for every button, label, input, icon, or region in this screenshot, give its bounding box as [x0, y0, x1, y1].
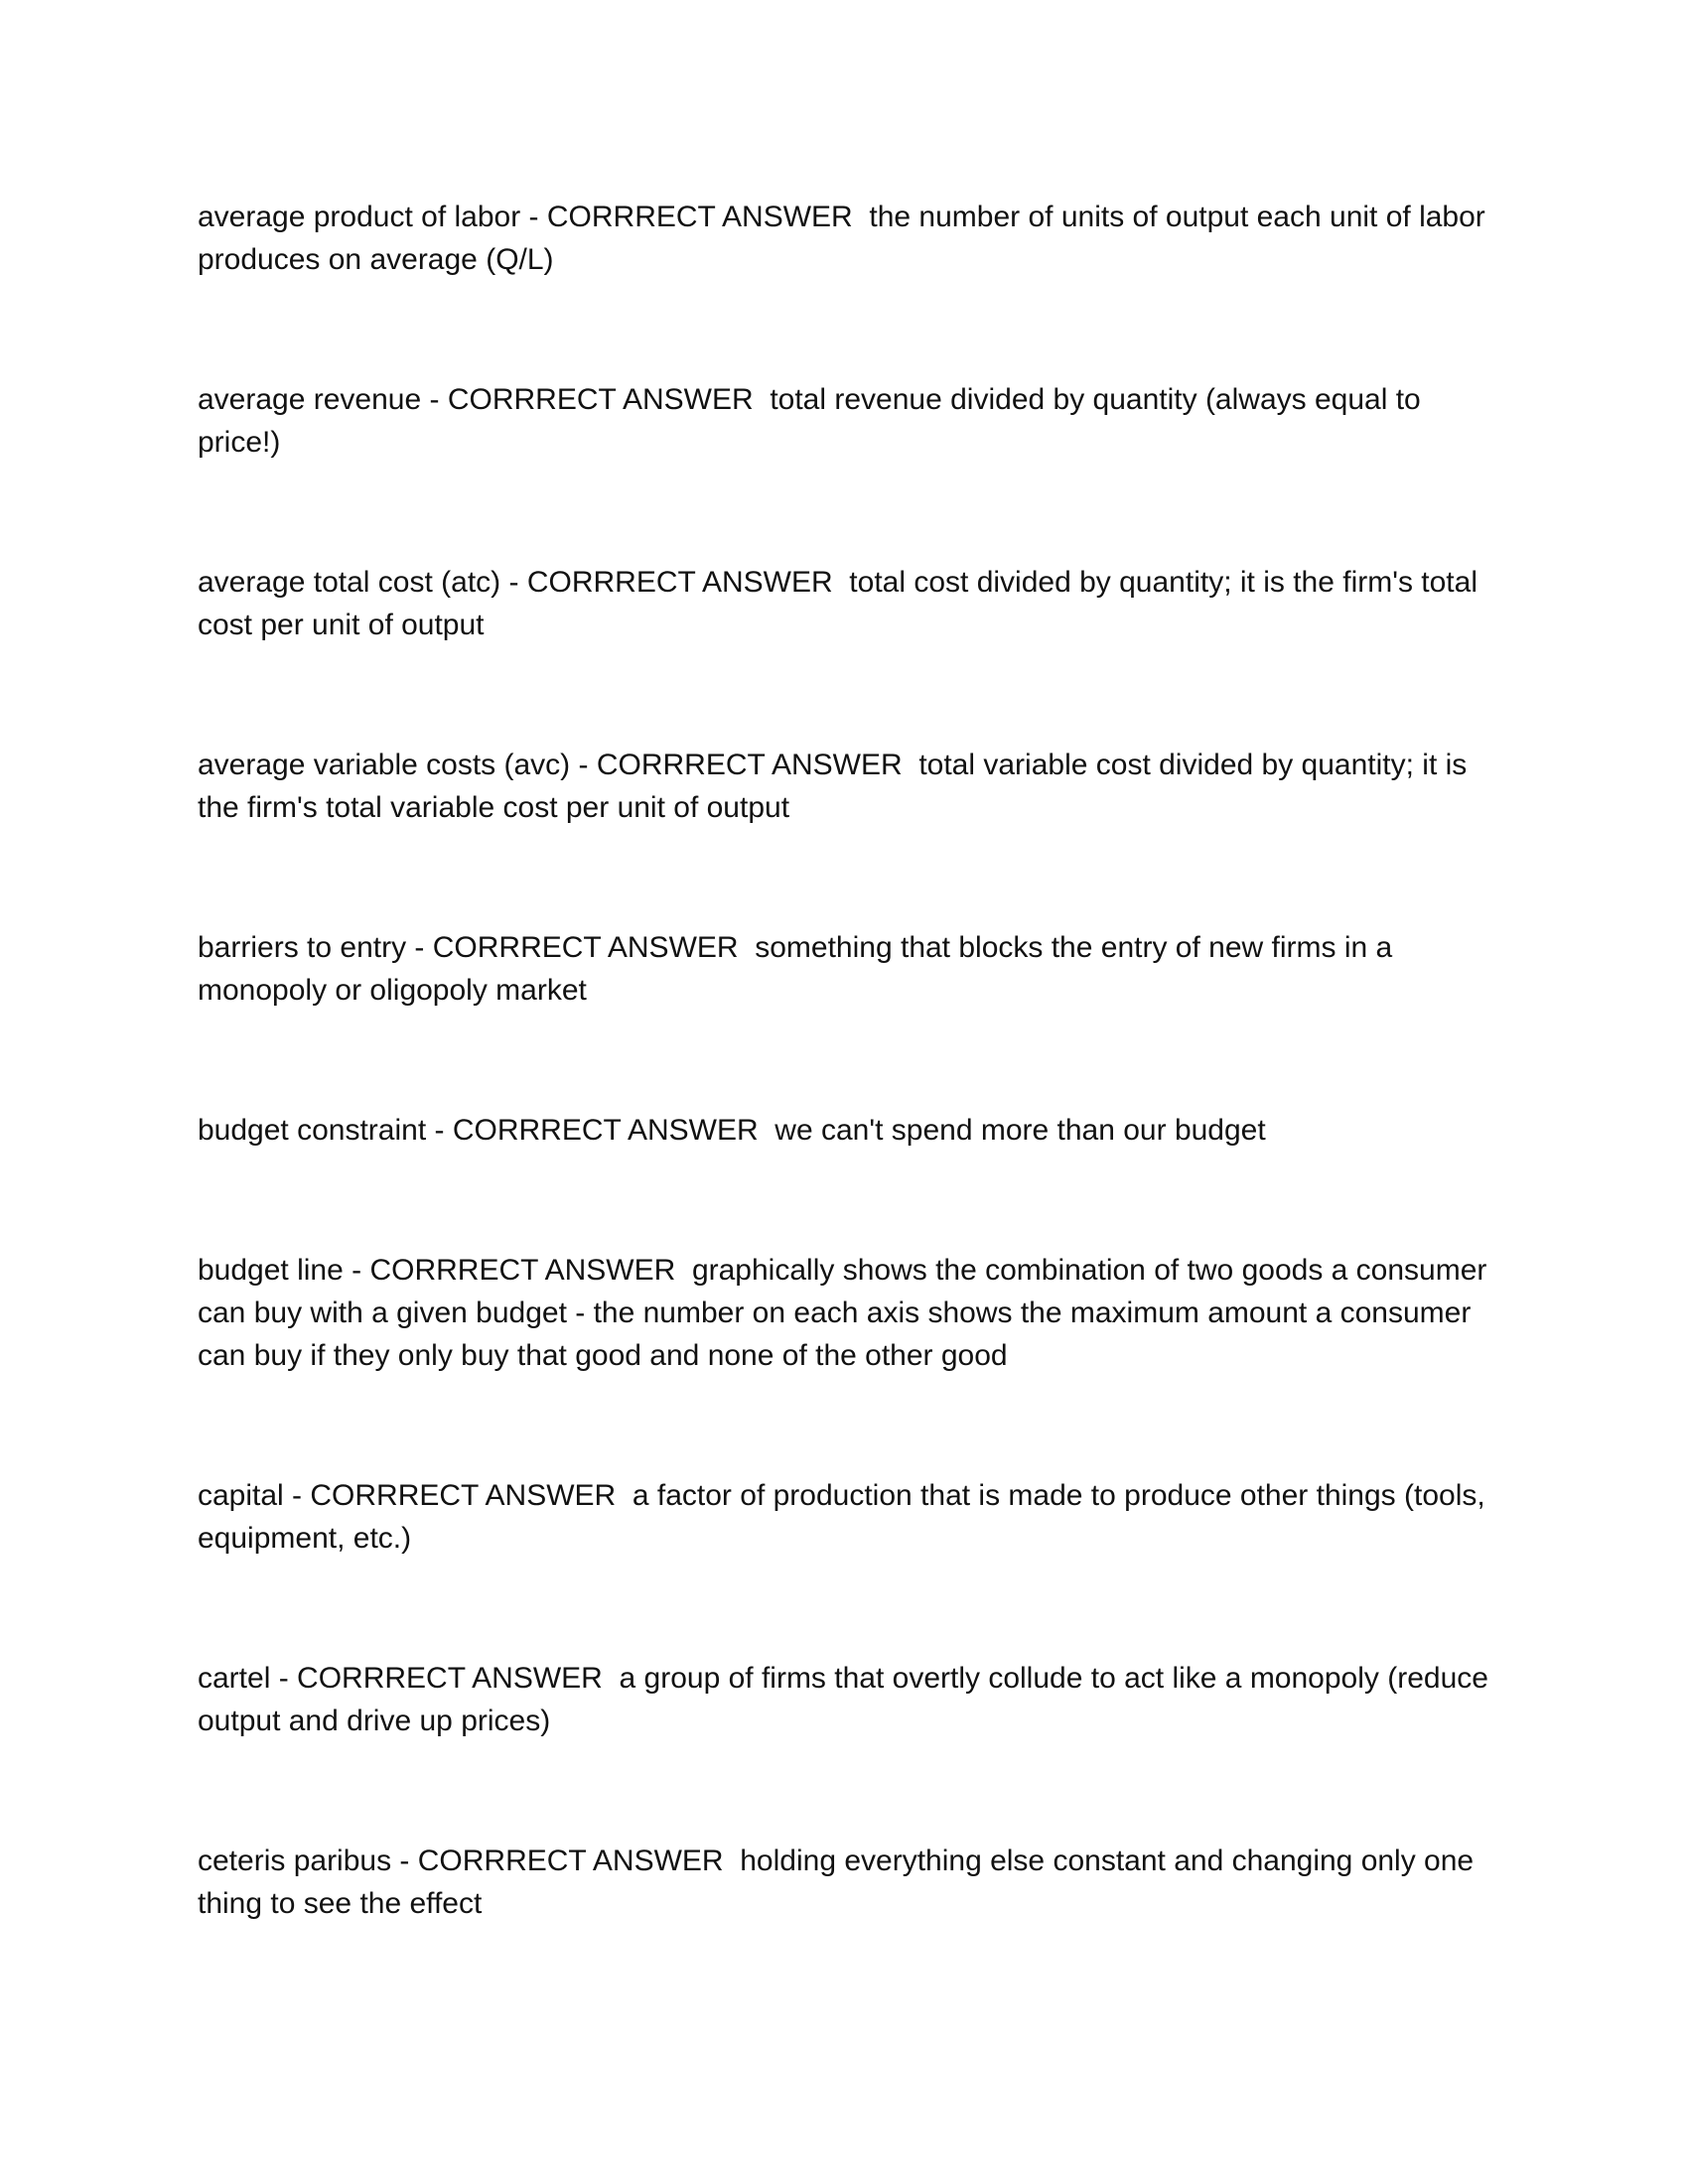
entry-separator: -	[570, 749, 597, 781]
entry-term: cartel	[198, 1662, 271, 1695]
entry-term: barriers to entry	[198, 931, 407, 964]
entry-answer-label: CORRRECT ANSWER	[417, 1844, 724, 1877]
entry-definition: we can't spend more than our budget	[758, 1114, 1266, 1147]
entry-separator: -	[283, 1479, 311, 1512]
glossary-entry-budget-line	[198, 1249, 1495, 1377]
entry-separator: -	[520, 201, 547, 233]
entry-term: average total cost (atc)	[198, 566, 501, 599]
glossary-entry-average-variable-costs	[198, 744, 1488, 829]
entry-definition: a factor of production that is made to produce other things (tools, equipment, etc.)	[198, 1479, 1494, 1555]
glossary-list	[198, 196, 1497, 1925]
entry-definition: total variable cost divided by quantity; it is the firm's total variable cost per unit of output	[198, 749, 1476, 824]
entry-answer-label: CORRRECT ANSWER	[297, 1662, 603, 1695]
entry-answer-label: CORRRECT ANSWER	[447, 383, 754, 416]
entry-definition: graphically shows the combination of two goods a consumer can buy with a given budget - the number on each axis shows the maximum amount a consumer can buy if they only buy that good and none of the other good	[198, 1254, 1495, 1372]
glossary-entry-cartel	[198, 1657, 1497, 1742]
entry-answer-label: CORRRECT ANSWER	[526, 566, 833, 599]
entry-separator: -	[270, 1662, 298, 1695]
glossary-entry-budget-constraint	[198, 1109, 1488, 1152]
glossary-entry-average-total-cost	[198, 561, 1488, 646]
entry-answer-label: CORRRECT ANSWER	[596, 749, 903, 781]
glossary-entry-average-product-of-labor	[198, 196, 1494, 281]
glossary-entry-capital	[198, 1474, 1494, 1560]
entry-definition: total cost divided by quantity; it is the firm's total cost per unit of output	[198, 566, 1486, 641]
entry-definition: something that blocks the entry of new firms in a monopoly or oligopoly market	[198, 931, 1401, 1007]
entry-separator: -	[391, 1844, 418, 1877]
entry-term: ceteris paribus	[198, 1844, 392, 1877]
entry-answer-label: CORRRECT ANSWER	[310, 1479, 617, 1512]
entry-separator: -	[426, 1114, 453, 1147]
entry-definition: a group of firms that overtly collude to act like a monopoly (reduce output and drive up prices)	[198, 1662, 1497, 1737]
entry-answer-label: CORRRECT ANSWER	[369, 1254, 676, 1287]
entry-definition: total revenue divided by quantity (always equal to price!)	[198, 383, 1430, 459]
entry-answer-label: CORRRECT ANSWER	[432, 931, 739, 964]
entry-separator: -	[500, 566, 527, 599]
entry-answer-label: CORRRECT ANSWER	[452, 1114, 759, 1147]
entry-term: average variable costs (avc)	[198, 749, 571, 781]
entry-answer-label: CORRRECT ANSWER	[546, 201, 853, 233]
glossary-entry-average-revenue	[198, 378, 1488, 464]
entry-term: budget constraint	[198, 1114, 427, 1147]
entry-definition: holding everything else constant and changing only one thing to see the effect	[198, 1844, 1482, 1920]
entry-definition: the number of units of output each unit of labor produces on average (Q/L)	[198, 201, 1494, 276]
entry-separator: -	[421, 383, 448, 416]
glossary-entry-ceteris-paribus	[198, 1840, 1488, 1925]
entry-separator: -	[343, 1254, 370, 1287]
entry-term: average product of labor	[198, 201, 521, 233]
entry-separator: -	[406, 931, 433, 964]
entry-term: capital	[198, 1479, 284, 1512]
glossary-entry-barriers-to-entry	[198, 926, 1488, 1012]
entry-term: average revenue	[198, 383, 422, 416]
entry-term: budget line	[198, 1254, 344, 1287]
